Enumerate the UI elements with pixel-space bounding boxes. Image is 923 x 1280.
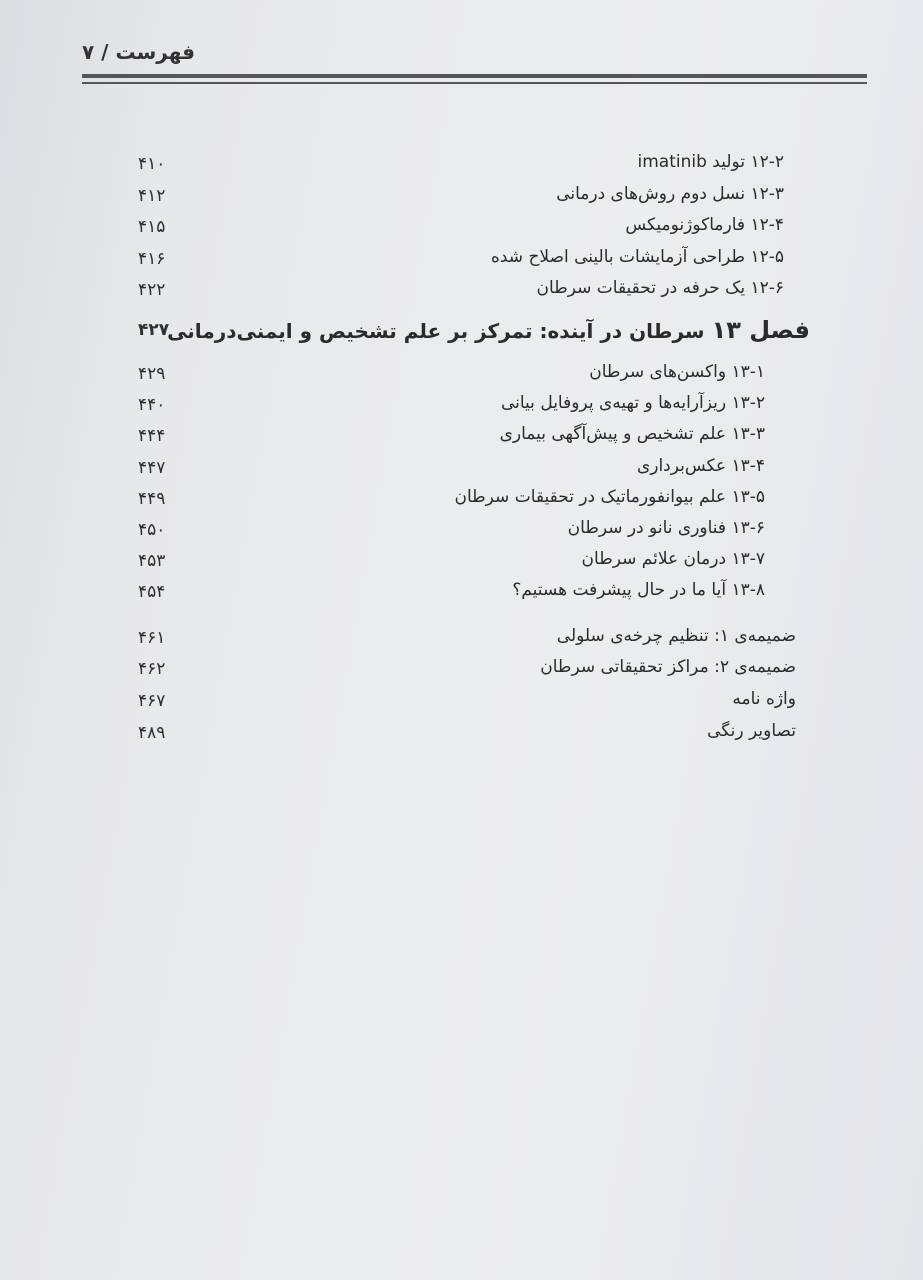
entry-title: واژه نامه [732,689,796,709]
chapter-title: سرطان در آینده: تمرکز بر علم تشخیص و ایمنی‌درمانی [167,319,705,343]
page-number: ۴۱۵ [138,217,166,237]
page-number: ۴۴۴ [138,426,166,446]
entry-title [167,316,810,344]
toc-entry [120,580,810,610]
page-number: ۴۶۲ [138,659,166,679]
entry-title: ۱۳-۳ علم تشخیص و پیش‌آگهی بیماری [499,424,765,444]
toc-entry [120,424,810,454]
entry-title: ۱۳-۲ ریزآرایه‌ها و تهیه‌ی پروفایل بیانی [500,393,765,413]
toc-entry [120,689,810,719]
toc-entry [120,362,810,392]
entry-title: ۱۳-۷ درمان علائم سرطان [581,549,765,569]
page-number: ۴۶۱ [138,628,166,648]
toc-entry [120,657,810,687]
page-number: ۴۲۲ [138,280,166,300]
entry-title: ۱۲-۲ تولید imatinib [637,152,784,172]
running-header: فهرست / ۷ [82,40,196,64]
toc-entry [120,247,810,277]
toc-entry [120,215,810,245]
toc-entry [120,152,810,182]
page-number: ۴۵۴ [138,582,166,602]
toc-entry [120,393,810,423]
entry-title: ۱۳-۴ عکس‌برداری [636,456,765,476]
page-number: ۴۲۷ [138,320,170,340]
entry-title: ۱۳-۵ علم بیوانفورماتیک در تحقیقات سرطان [454,487,765,507]
entry-title: ۱۲-۵ طراحی آزمایشات بالینی اصلاح شده [490,247,784,267]
entry-title: ۱۲-۶ یک حرفه در تحقیقات سرطان [536,278,784,298]
page-number: ۴۴۰ [138,395,166,415]
entry-title: ضمیمه‌ی ۲: مراکز تحقیقاتی سرطان [540,657,796,677]
toc-entry [120,278,810,308]
page-number: ۴۱۲ [138,186,166,206]
page-number: ۴۵۳ [138,551,166,571]
entry-title: ۱۳-۶ فناوری نانو در سرطان [567,518,765,538]
chapter-heading [120,318,810,348]
toc-entry [120,549,810,579]
page-number: ۴۲۹ [138,364,166,384]
toc-entry [120,456,810,486]
page-number: ۴۶۷ [138,691,166,711]
entry-title: ۱۲-۳ نسل دوم روش‌های درمانی [556,184,784,204]
toc-entry [120,721,810,751]
entry-title: ۱۳-۸ آیا ما در حال پیشرفت هستیم؟ [512,580,765,600]
header-rule-thick [82,74,867,78]
toc-entry [120,518,810,548]
chapter-label: فصل ۱۳ [711,316,810,344]
toc-entry [120,487,810,517]
entry-title: ۱۳-۱ واکسن‌های سرطان [589,362,765,382]
page-header [82,40,867,86]
entry-title: ضمیمه‌ی ۱: تنظیم چرخه‌ی سلولی [556,626,796,646]
entry-title: ۱۲-۴ فارماکوژنومیکس [625,215,784,235]
toc-entry [120,184,810,214]
page-number: ۴۴۷ [138,458,166,478]
header-rule-thin [82,82,867,84]
page-number: ۴۸۹ [138,723,166,743]
toc-entry [120,626,810,656]
page-number: ۴۵۰ [138,520,166,540]
page-number: ۴۴۹ [138,489,166,509]
entry-title: تصاویر رنگی [707,721,796,741]
page-number: ۴۱۰ [138,154,166,174]
page-number: ۴۱۶ [138,249,166,269]
